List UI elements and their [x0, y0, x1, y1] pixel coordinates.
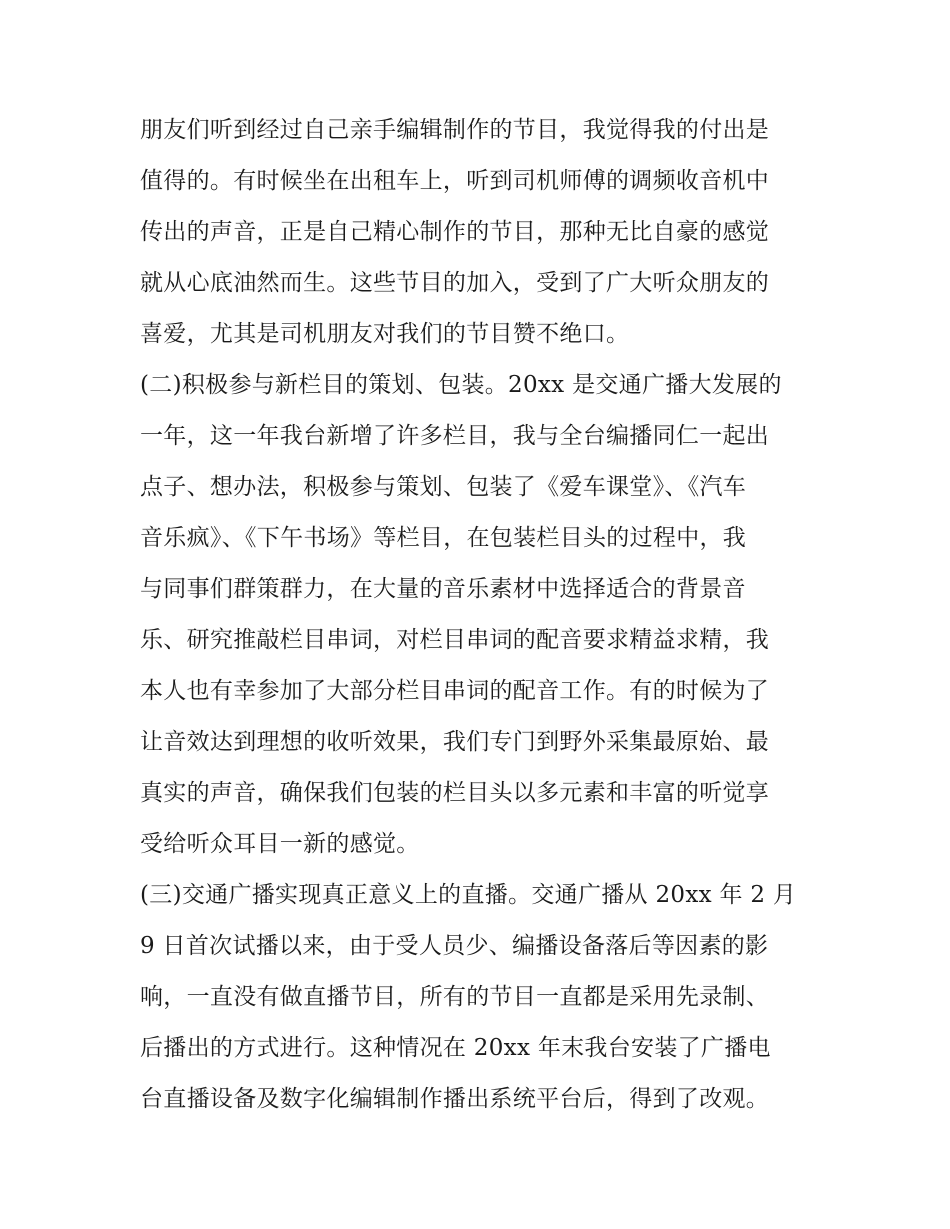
text-line: 喜爱，尤其是司机朋友对我们的节目赞不绝口。 [140, 321, 630, 347]
text-line: 乐、研究推敲栏目串词，对栏目串词的配音要求精益求精，我 [140, 627, 770, 653]
text-line: 一年，这一年我台新增了许多栏目，我与全台编播同仁一起出 [140, 423, 770, 449]
text-line: 9 日首次试播以来，由于受人员少、编播设备落后等因素的影 [140, 933, 769, 959]
text-line: 就从心底油然而生。这些节目的加入，受到了广大听众朋友的 [140, 270, 770, 296]
text-line: 受给听众耳目一新的感觉。 [140, 831, 420, 857]
text-line: 传出的声音，正是自己精心制作的节目，那种无比自豪的感觉 [140, 219, 770, 245]
section-heading-line: (二)积极参与新栏目的策划、包装。20xx 是交通广播大发展的 [140, 372, 782, 398]
text-line: 真实的声音，确保我们包装的栏目头以多元素和丰富的听觉享 [140, 780, 770, 806]
text-line: 台直播设备及数字化编辑制作播出系统平台后，得到了改观。 [140, 1086, 770, 1112]
text-line: 让音效达到理想的收听效果，我们专门到野外采集最原始、最 [140, 729, 770, 755]
text-line: 本人也有幸参加了大部分栏目串词的配音工作。有的时候为了 [140, 678, 770, 704]
text-line: 响，一直没有做直播节目，所有的节目一直都是采用先录制、 [140, 984, 770, 1010]
text-line: 朋友们听到经过自己亲手编辑制作的节目，我觉得我的付出是 [140, 117, 770, 143]
text-line: 后播出的方式进行。这种情况在 20xx 年末我台安装了广播电 [140, 1035, 771, 1061]
text-line: 与同事们群策群力，在大量的音乐素材中选择适合的背景音 [140, 576, 746, 602]
section-heading-line: (三)交通广播实现真正意义上的直播。交通广播从 20xx 年 2 月 [140, 882, 797, 908]
document-body [140, 105, 820, 1125]
text-line: 点子、想办法，积极参与策划、包装了《爱车课堂》、《汽车 [140, 474, 747, 500]
text-line: 音乐疯》、《下午书场》等栏目，在包装栏目头的过程中，我 [140, 525, 747, 551]
text-line: 值得的。有时候坐在出租车上，听到司机师傅的调频收音机中 [140, 168, 770, 194]
